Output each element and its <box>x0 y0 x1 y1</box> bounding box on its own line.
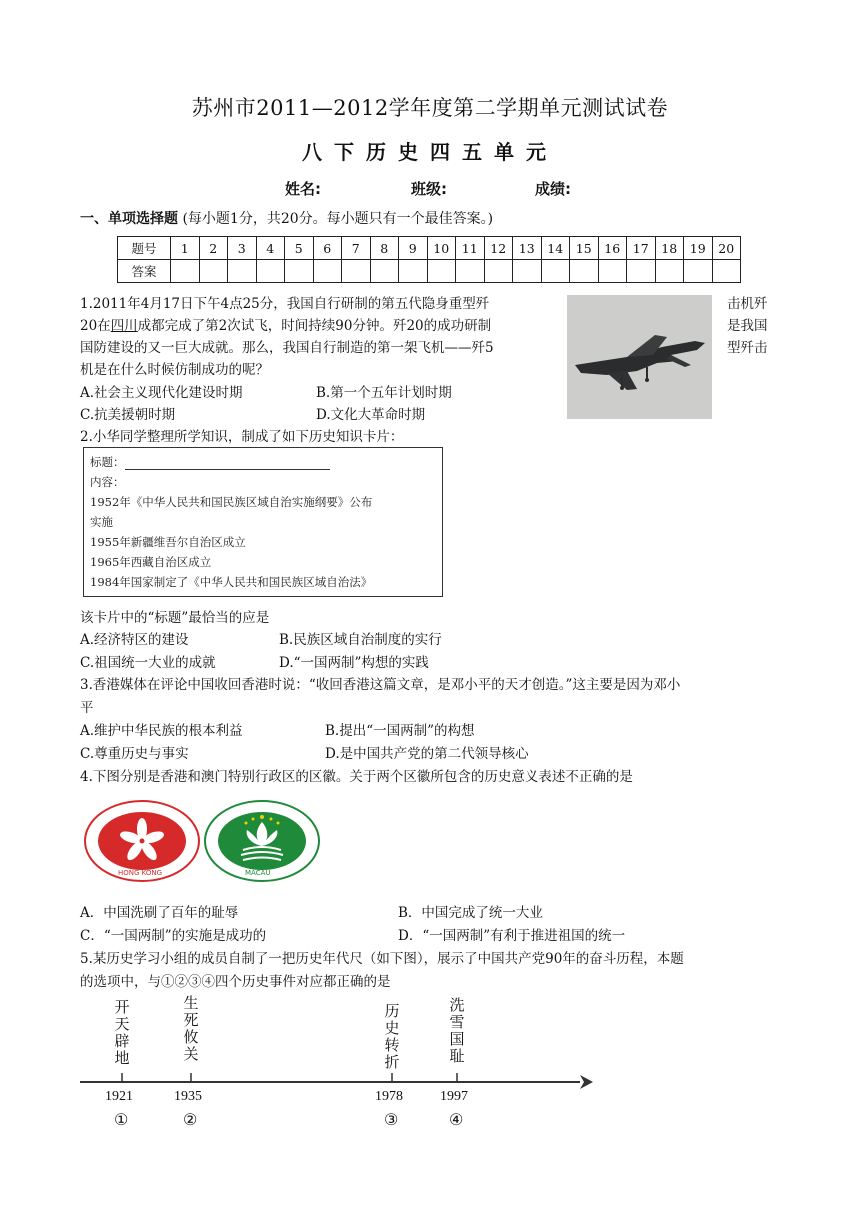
qnum-cell: 3 <box>228 237 257 260</box>
q1-line1: 1.2011年4月17日下午4点25分，我国自行研制的第五代隐身重型歼 <box>80 296 490 312</box>
event-number-4: ④ <box>449 1110 464 1129</box>
event-number-1: ① <box>114 1110 129 1129</box>
q3-option-d: D.是中国共产党的第二代领导核心 <box>325 746 529 762</box>
card-title-label: 标题： <box>90 455 125 469</box>
qnum-cell: 5 <box>285 237 314 260</box>
row-label-number: 题号 <box>118 237 171 260</box>
qnum-cell: 16 <box>598 237 627 260</box>
answer-cell[interactable] <box>484 260 513 283</box>
q1-option-b: B.第一个五年计划时期 <box>316 385 452 401</box>
event-number-3: ③ <box>384 1110 399 1129</box>
q1-option-c: C.抗美援朝时期 <box>80 407 176 423</box>
qnum-cell: 9 <box>399 237 428 260</box>
exam-subtitle: 八下历史四五单元 <box>302 140 558 164</box>
question-number-row <box>118 237 741 260</box>
answer-row <box>118 260 741 283</box>
qnum-cell: 10 <box>427 237 456 260</box>
card-line-1955: 1955年新疆维吾尔自治区成立 <box>90 535 246 549</box>
card-title-blank[interactable] <box>125 458 330 470</box>
qnum-cell: 18 <box>655 237 684 260</box>
answer-cell[interactable] <box>313 260 342 283</box>
answer-cell[interactable] <box>342 260 371 283</box>
q2-option-b: B.民族区域自治制度的实行 <box>279 632 442 648</box>
card-content-label: 内容： <box>90 475 125 489</box>
answer-cell[interactable] <box>570 260 599 283</box>
q2-question: 该卡片中的“标题”最恰当的应是 <box>80 610 270 626</box>
qnum-cell: 4 <box>256 237 285 260</box>
student-info-fields <box>285 178 571 199</box>
q3-line2: 平 <box>80 700 94 716</box>
q4-option-a: A．中国洗刷了百年的耻辱 <box>80 905 239 921</box>
answer-cell[interactable] <box>655 260 684 283</box>
q4-option-d: D．“一国两制”有利于推进祖国的统一 <box>398 928 626 944</box>
qnum-cell: 19 <box>684 237 713 260</box>
event-number-2: ② <box>183 1110 198 1129</box>
qnum-cell: 2 <box>199 237 228 260</box>
qnum-cell: 15 <box>570 237 599 260</box>
answer-cell[interactable] <box>199 260 228 283</box>
q2-option-c: C.祖国统一大业的成就 <box>80 655 216 671</box>
qnum-cell: 12 <box>484 237 513 260</box>
q1-line2 <box>80 314 491 334</box>
event-year-3: 1978 <box>375 1089 403 1104</box>
q4-option-c: C．“一国两制”的实施是成功的 <box>80 928 267 944</box>
event-label-2: 生死攸关 <box>183 994 199 1063</box>
answer-cell[interactable] <box>256 260 285 283</box>
q3-line1: 3.香港媒体在评论中国收回香港时说：“收回香港这篇文章，是邓小平的天才创造。”这主要是因为邓小 <box>80 677 681 693</box>
q1-line3: 国防建设的又一巨大成就。那么，我国自行制造的第一架飞机——歼5 <box>80 340 494 356</box>
q3-option-a: A.维护中华民族的根本利益 <box>80 723 243 739</box>
q1-option-a: A.社会主义现代化建设时期 <box>80 385 243 401</box>
macau-emblem-text: MACAU <box>245 869 271 877</box>
hk-emblem-text: HONG KONG <box>118 869 163 877</box>
card-line-1952b: 实施 <box>90 515 113 529</box>
event-year-2: 1935 <box>174 1089 202 1104</box>
q1-place: 四川 <box>110 318 138 334</box>
q1-line2-a: 20在 <box>80 318 111 334</box>
event-year-1: 1921 <box>105 1089 133 1104</box>
card-line-1952: 1952年《中华人民共和国民族区域自治实施纲要》公布 <box>90 495 373 509</box>
card-line-1984: 1984年国家制定了《中华人民共和国民族区域自治法》 <box>90 575 373 589</box>
q4-stem: 4.下图分别是香港和澳门特别行政区的区徽。关于两个区徽所包含的历史意义表述不正确的是 <box>80 769 633 785</box>
answer-cell[interactable] <box>456 260 485 283</box>
section-heading <box>80 208 493 228</box>
score-label: 成绩: <box>535 180 571 198</box>
qnum-cell: 6 <box>313 237 342 260</box>
q3-option-c: C.尊重历史与事实 <box>80 746 189 762</box>
q3-option-b: B.提出“一国两制”的构想 <box>325 723 475 739</box>
q1-line1-right: 击机歼 <box>727 296 768 312</box>
q1-line2-b: 成都完成了第2次试飞，时间持续90分钟。歼20的成功研制 <box>137 318 492 334</box>
q1-line2-right: 是我国 <box>727 318 768 334</box>
q2-option-a: A.经济特区的建设 <box>80 632 189 648</box>
section-title: 一、单项选择题 <box>80 211 178 227</box>
q1-option-d: D.文化大革命时期 <box>316 407 426 423</box>
history-timeline <box>75 995 605 1135</box>
answer-cell[interactable] <box>399 260 428 283</box>
answer-cell[interactable] <box>285 260 314 283</box>
row-label-answer: 答案 <box>118 260 171 283</box>
answer-cell[interactable] <box>598 260 627 283</box>
qnum-cell: 20 <box>712 237 741 260</box>
card-title-row <box>90 454 330 470</box>
answer-cell[interactable] <box>712 260 741 283</box>
qnum-cell: 14 <box>541 237 570 260</box>
qnum-cell: 11 <box>456 237 485 260</box>
j20-jet-photo <box>567 295 712 419</box>
class-label: 班级: <box>411 180 447 198</box>
answer-cell[interactable] <box>427 260 456 283</box>
q5-line1: 5.某历史学习小组的成员自制了一把历史年代尺（如下图），展示了中国共产党90年的奋斗历程，本题 <box>80 951 684 967</box>
qnum-cell: 1 <box>171 237 200 260</box>
qnum-cell: 8 <box>370 237 399 260</box>
q1-line4: 机是在什么时候仿制成功的呢？ <box>80 362 269 378</box>
name-label: 姓名: <box>285 180 321 198</box>
q2-stem: 2.小华同学整理所学知识，制成了如下历史知识卡片： <box>80 429 404 445</box>
q5-line2: 的选项中，与①②③④四个历史事件对应都正确的是 <box>80 974 391 990</box>
event-label-1: 开天辟地 <box>114 998 130 1067</box>
answer-cell[interactable] <box>228 260 257 283</box>
q2-option-d: D.“一国两制”构想的实践 <box>279 655 429 671</box>
knowledge-card <box>83 447 443 597</box>
qnum-cell: 13 <box>513 237 542 260</box>
event-label-4: 洗雪国耻 <box>449 996 465 1065</box>
answer-cell[interactable] <box>627 260 656 283</box>
event-year-4: 1997 <box>440 1089 468 1104</box>
answer-cell[interactable] <box>513 260 542 283</box>
answer-cell[interactable] <box>171 260 200 283</box>
answer-cell[interactable] <box>541 260 570 283</box>
q1-line3-right: 型歼击 <box>727 340 768 356</box>
answer-cell[interactable] <box>370 260 399 283</box>
answer-cell[interactable] <box>684 260 713 283</box>
qnum-cell: 17 <box>627 237 656 260</box>
q4-option-b: B．中国完成了统一大业 <box>398 905 543 921</box>
section-note: (每小题1分，共20分。每小题只有一个最佳答案。) <box>182 211 494 227</box>
card-line-1965: 1965年西藏自治区成立 <box>90 555 212 569</box>
qnum-cell: 7 <box>342 237 371 260</box>
exam-title: 苏州市2011—2012学年度第二学期单元测试试卷 <box>191 96 669 120</box>
event-label-3: 历史转折 <box>384 1002 400 1071</box>
answer-table <box>117 236 741 283</box>
